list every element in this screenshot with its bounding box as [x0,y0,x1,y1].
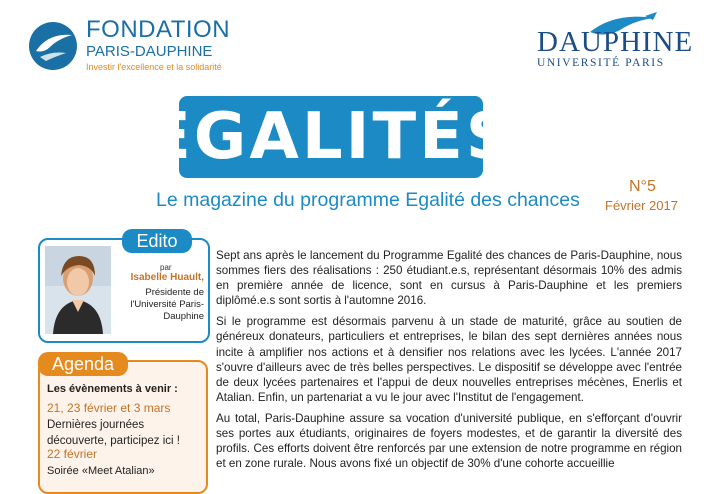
event-date: 22 février [47,447,98,461]
issue-number: N°5 [629,178,656,195]
fondation-subname: PARIS-DAUPHINE [86,43,213,60]
event-description-link[interactable]: Dernières journées découverte, participez ici ! [47,419,180,447]
dauphine-subname: UNIVERSITÉ PARIS [537,57,665,69]
fondation-tagline: Investir l'excellence et la solidarité [86,62,222,72]
author-prefix: par [160,263,172,272]
issue-date: Février 2017 [605,198,678,213]
agenda-label: Agenda [38,352,128,376]
agenda-heading: Les évènements à venir : [47,383,178,395]
body-paragraph: Si le programme est désormais parvenu à un stade de maturité, grâce au soutien de généreux donateurs, particuliers et entreprises, le bilan des sept dernières années nous incite à amplifier nos actions et à densifier nos relations avec les lycées. L'année 2017 s'ouvre d'ailleurs avec de très belles perspectives. Le dispositif se développe avec l'entrée de deux lycées partenaires et l'appui de deux nouvelles entreprises mécènes, Enerlis et Atalian. Enfin, un partenariat a vu le jour avec l'Institut de l'engagement. [216,315,682,404]
body-paragraph: Au total, Paris-Dauphine assure sa vocation d'université publique, en s'efforçant d'ouvrir ses portes aux étudiants, originaires de foyers modestes, et de garantir la diversité des profils. Ces efforts doivent être renforcés par une extension de notre programme en région et en zone rurale. Nous avons fixé un objectif de 30% d'une cohorte accueillie [216,411,682,471]
magazine-subtitle: Le magazine du programme Egalité des chances [156,189,580,211]
body-paragraph: Sept ans après le lancement du Programme Egalité des chances de Paris-Dauphine, nous sommes fiers des réalisations : 250 étudiant.e.s, représentant désormais 10% des admis en première année de licence, sont en cursus à Paris-Dauphine et les premiers diplômé.e.s sont sortis à l'automne 2016. [216,249,682,308]
magazine-title: EGALITÉS [147,100,515,174]
author-name: Isabelle Huault, [130,272,204,283]
edito-label: Edito [122,229,192,253]
fondation-name: FONDATION [86,16,231,43]
event-date: 21, 23 février et 3 mars [47,401,171,415]
dauphine-name: DAUPHINE [537,26,694,58]
edito-body [216,248,682,477]
fondation-logo-icon [28,21,78,71]
event-description: Soirée «Meet Atalian» [47,465,155,477]
author-photo [45,246,111,334]
author-role: Présidente de l'Université Paris-Dauphine [130,287,204,322]
